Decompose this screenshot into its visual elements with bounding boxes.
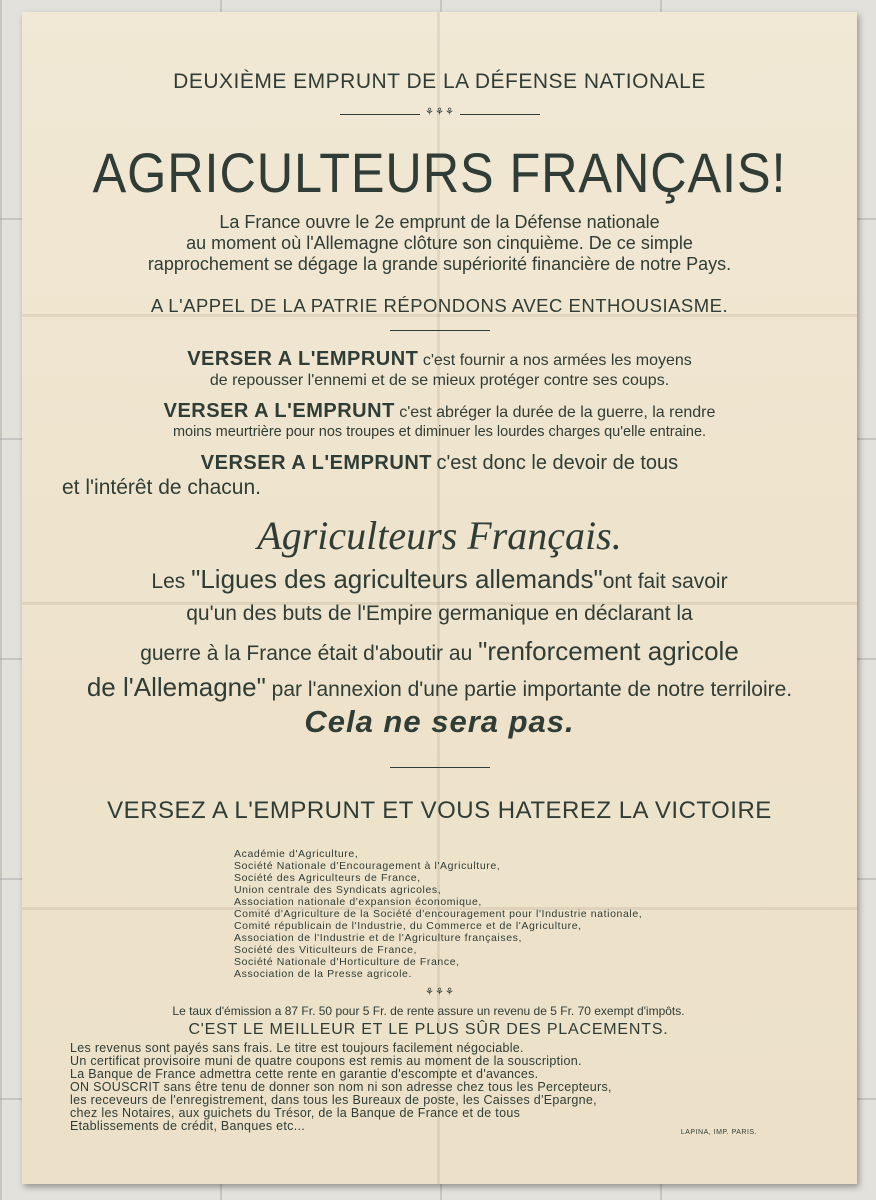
association-item: Société Nationale d'Horticulture de France, [234, 956, 460, 968]
divider [340, 114, 420, 115]
slogan: VERSEZ A L'EMPRUNT ET VOUS HATEREZ LA VICTOIRE [107, 797, 772, 824]
intro-line: au moment où l'Allemagne clôture son cinquième. De ce simple [186, 233, 693, 253]
body-line: qu'un des buts de l'Empire germanique en déclarant la [186, 602, 693, 625]
association-item: Société des Agriculteurs de France, [234, 872, 421, 884]
verser-lead: VERSER A L'EMPRUNT [187, 348, 419, 370]
verser-text: c'est donc le devoir de tous [436, 452, 679, 474]
body-line [22, 672, 857, 703]
flower-ornament-icon: ⚘⚘⚘ [425, 107, 455, 118]
body-text: Les [151, 570, 192, 593]
verser-continuation: de repousser l'ennemi et de se mieux protéger contre ses coups. [209, 372, 670, 389]
verser-lead: VERSER A L'EMPRUNT [200, 452, 432, 474]
verser-paragraph [22, 452, 857, 475]
association-item: Comité républicain de l'Industrie, du Commerce et de l'Agriculture, [234, 920, 582, 932]
body-emphasis: "Ligues des agriculteurs allemands" [191, 564, 603, 594]
verser-lead: VERSER A L'EMPRUNT [163, 400, 395, 422]
association-item: Association de la Presse agricole. [234, 968, 412, 980]
association-item: Comité d'Agriculture de la Société d'encouragement pour l'Industrie nationale, [234, 908, 643, 920]
verser-continuation: et l'intérêt de chacun. [62, 476, 261, 499]
association-item: Académie d'Agriculture, [234, 848, 359, 860]
body-text: ont fait savoir [602, 570, 728, 593]
section-title: Agriculteurs Français. [257, 513, 622, 558]
verser-continuation: moins meurtrière pour nos troupes et diminuer les lourdes charges qu'elle entraine. [172, 424, 707, 440]
body-line [22, 636, 857, 667]
footer-line: Etablissements de crédit, Banques etc... [70, 1119, 306, 1133]
verser-paragraph [22, 348, 857, 371]
divider [460, 114, 540, 115]
association-item: Association nationale d'expansion économique, [234, 896, 482, 908]
poster [22, 12, 857, 1184]
divider [390, 767, 490, 768]
footer-line: La Banque de France admettra cette rente en garantie d'escompte et d'avances. [70, 1067, 539, 1081]
verser-paragraph [22, 400, 857, 423]
cela-statement: Cela ne sera pas. [304, 704, 575, 739]
body-line [22, 564, 857, 595]
verser-text: c'est abréger la durée de la guerre, la rendre [399, 404, 716, 421]
page-title: AGRICULTEURS FRANÇAIS! [92, 141, 787, 204]
association-item: Société des Viticulteurs de France, [234, 944, 418, 956]
association-item: Union centrale des Syndicats agricoles, [234, 884, 442, 896]
associations-list [234, 848, 642, 980]
body-emphasis: "renforcement agricole [478, 636, 739, 666]
best-placement-line: C'EST LE MEILLEUR ET LE PLUS SÛR DES PLACEMENTS. [188, 1021, 669, 1038]
intro-callout: A L'APPEL DE LA PATRIE RÉPONDONS AVEC ENTHOUSIASME. [150, 295, 729, 316]
divider [390, 330, 490, 331]
footer-line: Les revenus sont payés sans frais. Le titre est toujours facilement négociable. [70, 1041, 524, 1055]
footer-line: ON SOUSCRIT sans être tenu de donner son nom ni son adresse chez tous les Percepteurs, [70, 1080, 612, 1094]
body-text: guerre à la France était d'aboutir au [140, 642, 479, 665]
association-item: Association de l'Industrie et de l'Agriculture françaises, [234, 932, 523, 944]
poster-kicker: DEUXIÈME EMPRUNT DE LA DÉFENSE NATIONALE [173, 70, 706, 93]
footer-line: les receveurs de l'enregistrement, dans tous les Bureaux de poste, les Caisses d'Epargne, [70, 1093, 597, 1107]
flower-ornament-icon: ⚘⚘⚘ [425, 987, 455, 998]
footer-line: Un certificat provisoire muni de quatre coupons est remis au moment de la souscription. [70, 1054, 582, 1068]
verser-text: c'est fournir a nos armées les moyens [422, 352, 692, 369]
footer-line: chez les Notaires, aux guichets du Trésor, de la Banque de France et de tous [70, 1106, 521, 1120]
body-text: par l'annexion d'une partie importante de notre terriloire. [265, 678, 793, 701]
printer-credit: LAPINA, IMP. PARIS. [680, 1129, 757, 1136]
intro-line: rapprochement se dégage la grande supériorité financière de notre Pays. [147, 254, 732, 274]
body-emphasis: de l'Allemagne" [86, 672, 266, 702]
rate-line: Le taux d'émission a 87 Fr. 50 pour 5 Fr. de rente assure un revenu de 5 Fr. 70 exempt d'impôts. [172, 1004, 685, 1018]
association-item: Société Nationale d'Encouragement à l'Agriculture, [234, 860, 501, 872]
intro-line: La France ouvre le 2e emprunt de la Défense nationale [219, 212, 660, 232]
